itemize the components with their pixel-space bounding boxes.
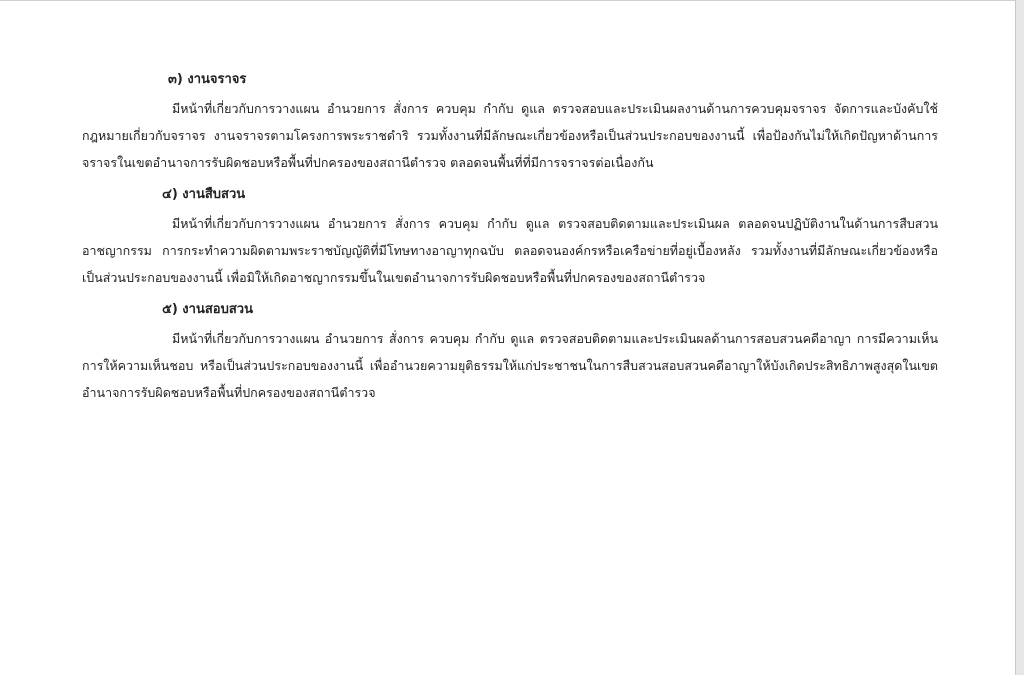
section-paragraph: มีหน้าที่เกี่ยวกับการวางแผน อำนวยการ สั่งการ ควบคุม กำกับ ดูแล ตรวจสอบติดตามและประเมินผล ตลอดจนปฏิบัติงานในด้านการสืบสวนอาชญากรรม การกระทำความผิดตามพระราชบัญญัติที่มีโทษทางอาญาทุกฉบับ ตลอดจนองค์กรหรือเครือข่ายที่อยู่เบื้องหลัง รวมทั้งงานที่มีลักษณะเกี่ยวข้องหรือเป็นส่วนประกอบของงานนี้ เพื่อมิให้เกิดอาชญากรรมขึ้นในเขตอำนาจการรับผิดชอบหรือพื้นที่ปกครองของสถานีตำรวจ — [82, 216, 938, 285]
viewer-scroll-area[interactable] — [1016, 0, 1024, 675]
section-investigation — [82, 182, 938, 291]
section-heading: ๕) งานสอบสวน — [162, 302, 253, 317]
section-paragraph: มีหน้าที่เกี่ยวกับการวางแผน อำนวยการ สั่งการ ควบคุม กำกับ ดูแล ตรวจสอบติดตามและประเมินผลด้านการสอบสวนคดีอาญา การมีความเห็น การให้ความเห็นชอบ หรือเป็นส่วนประกอบของงานนี้ เพื่ออำนวยความยุติธรรมให้แก่ประชาชนในการสืบสวนสอบสวนคดีอาญาให้บังเกิดประสิทธิภาพสูงสุดในเขตอำนาจการรับผิดชอบหรือพื้นที่ปกครองของสถานีตำรวจ — [82, 331, 938, 400]
section-paragraph: มีหน้าที่เกี่ยวกับการวางแผน อำนวยการ สั่งการ ควบคุม กำกับ ดูแล ตรวจสอบและประเมินผลงานด้านการควบคุมจราจร จัดการและบังคับใช้กฎหมายเกี่ยวกับจราจร งานจราจรตามโครงการพระราชดำริ รวมทั้งงานที่มีลักษณะเกี่ยวข้องหรือเป็นส่วนประกอบของงานนี้ เพื่อป้องกันไม่ให้เกิดปัญหาด้านการจราจรในเขตอำนาจการรับผิดชอบหรือพื้นที่ปกครองของสถานีตำรวจ ตลอดจนพื้นที่ที่มีการจราจรต่อเนื่องกัน — [82, 101, 938, 170]
section-traffic — [82, 67, 938, 176]
section-heading: ๔) งานสืบสวน — [162, 187, 246, 202]
section-inquiry — [82, 297, 938, 406]
section-heading: ๓) งานจราจร — [168, 72, 247, 87]
document-body — [82, 67, 938, 412]
